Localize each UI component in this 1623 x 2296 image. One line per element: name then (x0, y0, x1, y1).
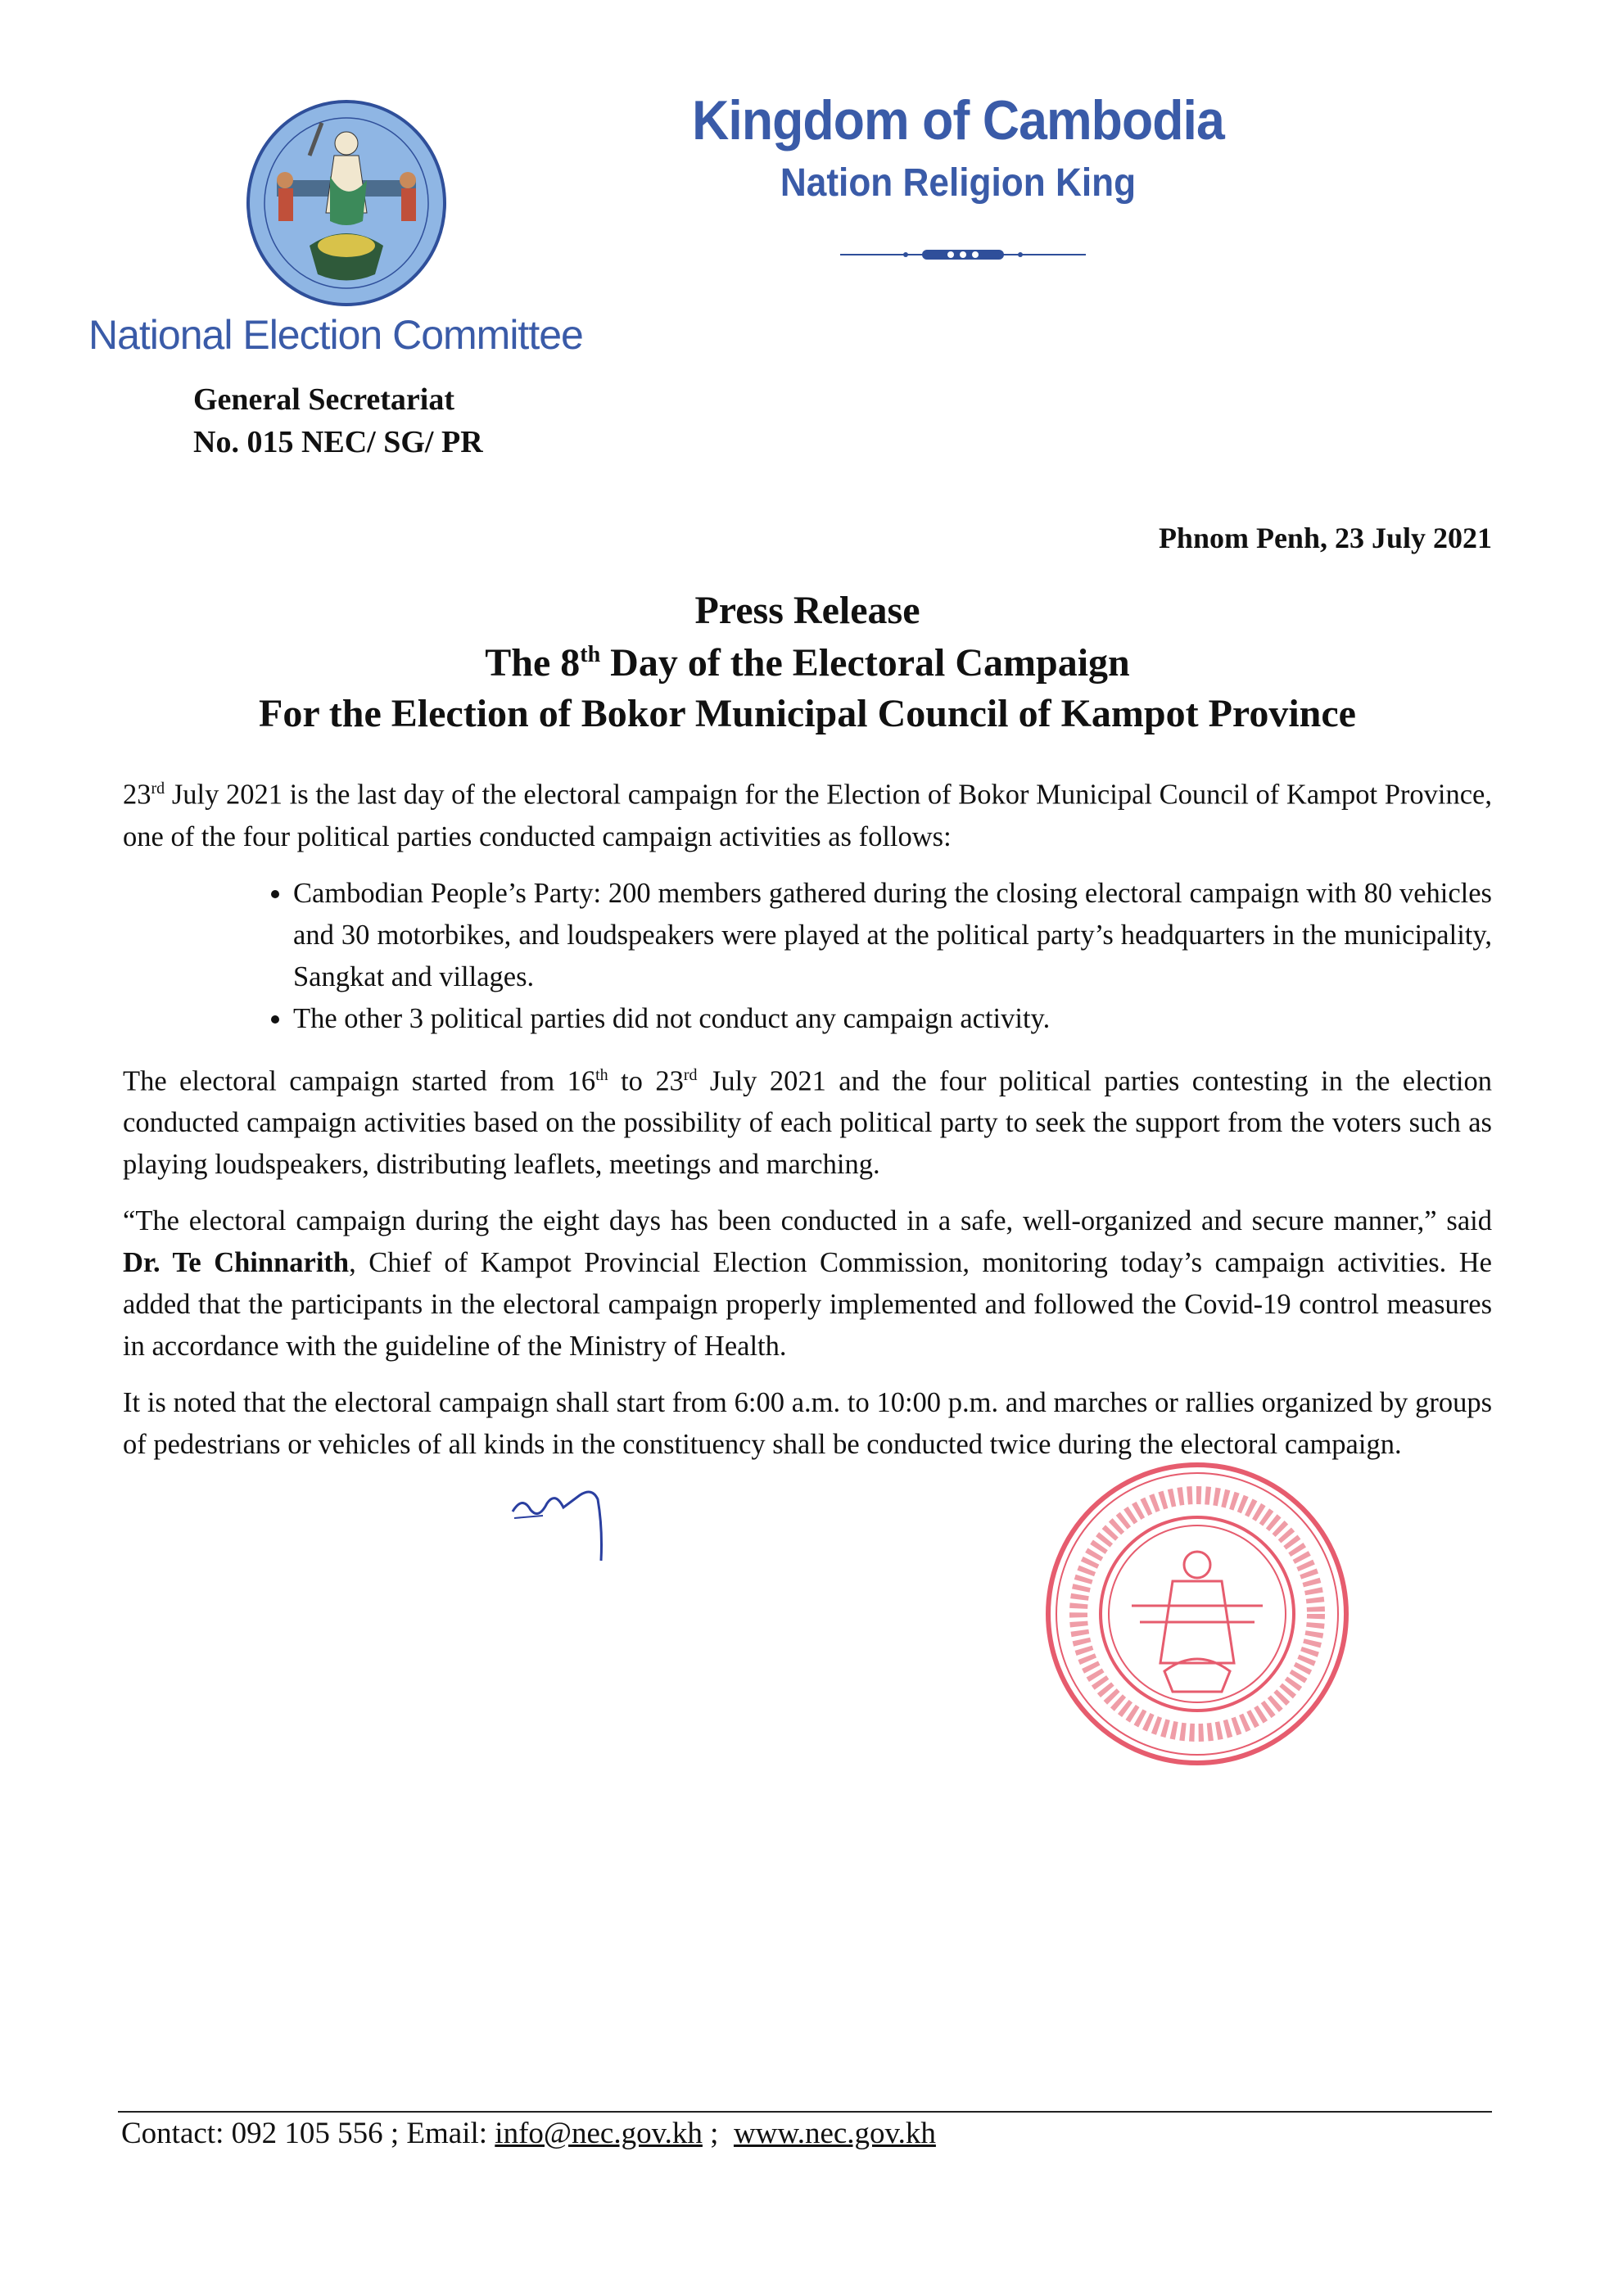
title-text: The 8 (485, 641, 581, 685)
organization-name: National Election Committee (88, 312, 583, 358)
contact-text: Contact: 092 105 556 ; Email: (121, 2117, 495, 2150)
press-release-heading: Press Release (694, 589, 920, 632)
separator: ; (702, 2117, 734, 2150)
reference-number: No. 015 NEC/ SG/ PR (193, 425, 483, 459)
website-link[interactable]: www.nec.gov.kh (733, 2117, 936, 2150)
national-motto: Nation Religion King (780, 161, 1137, 205)
text: July 2021 is the last day of the electoral campaign for the Election of Bokor Municipal Council of Kampot Province, one of the four political parties conducted campaign activities as follows: (123, 779, 1492, 852)
country-name: Kingdom of Cambodia (692, 89, 1224, 151)
text: The electoral campaign started from 16 (123, 1065, 596, 1096)
official-name: Dr. Te Chinnarith (123, 1247, 350, 1278)
list-item: • The other 3 political parties did not conduct any campaign activity. (293, 998, 1492, 1040)
ordinal: th (595, 1065, 608, 1084)
paragraph-1 (123, 768, 1492, 858)
document-body (123, 768, 1492, 1480)
date-line: Phnom Penh, 23 July 2021 (1158, 522, 1492, 554)
text: “The electoral campaign during the eight days has been conducted in a safe, well-organized and secure manner,” said (123, 1205, 1492, 1236)
email-link[interactable]: info@nec.gov.kh (495, 2117, 703, 2150)
department-name: General Secretariat (193, 382, 454, 417)
paragraph-3 (123, 1200, 1492, 1367)
text: , Chief of Kampot Provincial Election Commission, monitoring today’s campaign activities. He added that the participants in the electoral campaign properly implemented and followed the Covid-19 control measures in accordance with the guideline of the Ministry of Health. (123, 1247, 1492, 1362)
title-text: Day of the Electoral Campaign (600, 641, 1130, 685)
ordinal: rd (151, 780, 165, 798)
text: to 23 (608, 1065, 684, 1096)
footer-divider (118, 2111, 1492, 2113)
text: July 2021 and the four political parties contesting in the election conducted campaign activities based on the possibility of each political party to seek the support from the voters such as playing loudspeakers, distributing leaflets, meetings and marching. (123, 1065, 1493, 1180)
decorative-divider-icon (840, 246, 1086, 264)
title-line-2 (123, 640, 1492, 685)
paragraph-2 (123, 1055, 1492, 1186)
activity-list (123, 873, 1492, 1040)
nec-emblem-logo (244, 98, 449, 308)
list-item: • Cambodian People’s Party: 200 members gathered during the closing electoral campaign with 80 vehicles and 30 motorbikes, and loudspeakers were played at the political party’s headquarters in the municipality, Sangkat and villages. (293, 873, 1492, 998)
ordinal: rd (683, 1065, 698, 1084)
official-red-seal-icon (1042, 1458, 1353, 1769)
footer-contact (121, 2116, 936, 2151)
handwritten-initials-icon (506, 1479, 613, 1569)
text: 23 (123, 779, 151, 811)
title-line-3: For the Election of Bokor Municipal Council of Kampot Province (259, 692, 1356, 735)
paragraph-4: It is noted that the electoral campaign shall start from 6:00 a.m. to 10:00 p.m. and marches or rallies organized by groups of pedestrians or vehicles of all kinds in the constituency shall be conducted twice during the electoral campaign. (123, 1387, 1492, 1460)
title-ordinal: th (580, 642, 601, 667)
